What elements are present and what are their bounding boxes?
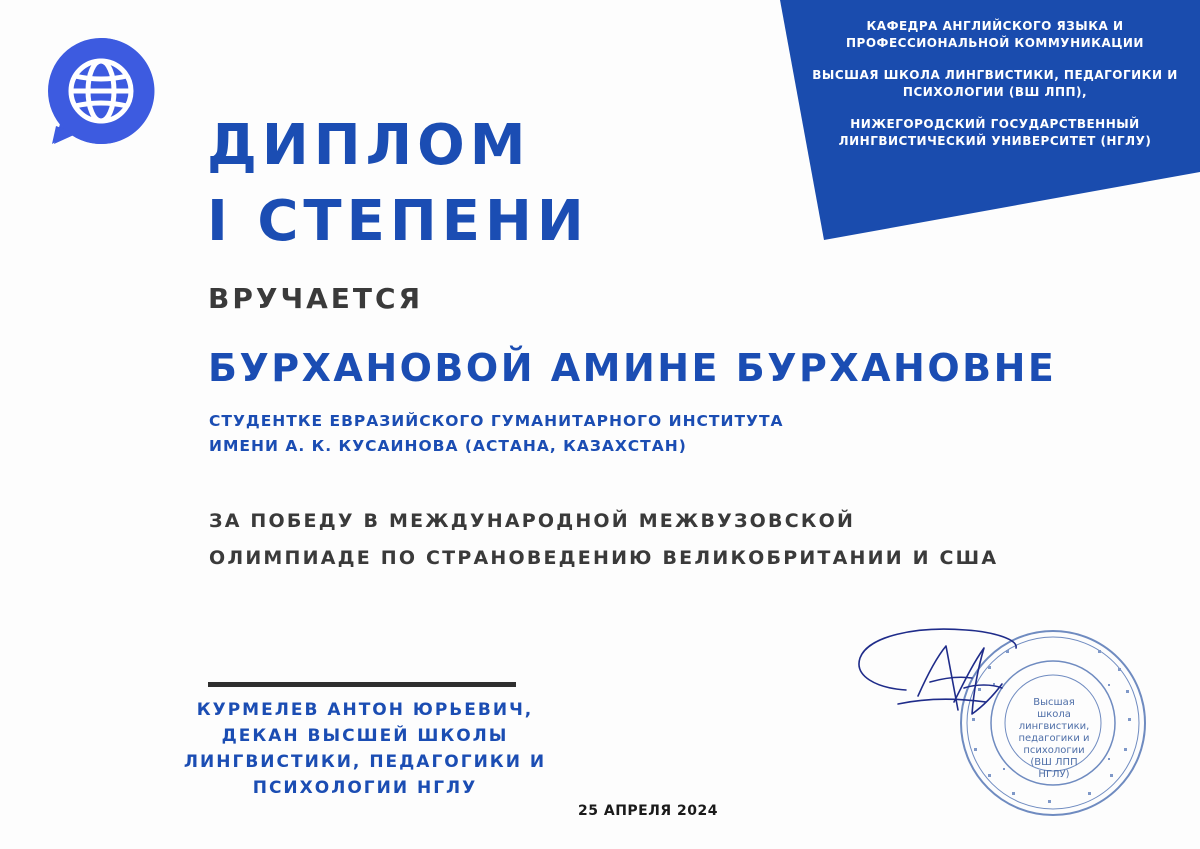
banner-university: НИЖЕГОРОДСКИЙ ГОСУДАРСТВЕННЫЙ ЛИНГВИСТИЧЕСКИЙ УНИВЕРСИТЕТ (НГЛУ) — [838, 117, 1152, 148]
stamp-inner-line2: школа — [1037, 709, 1071, 720]
banner-department: КАФЕДРА АНГЛИЙСКОГО ЯЗЫКА И ПРОФЕССИОНАЛЬНОЙ КОММУНИКАЦИИ — [846, 19, 1144, 50]
diploma-title — [207, 108, 589, 260]
stamp-inner-line6: (ВШ ЛПП — [1030, 757, 1078, 768]
issue-date: 25 АПРЕЛЯ 2024 — [578, 803, 718, 819]
globe-speech-bubble-icon — [46, 36, 156, 146]
stamp-inner-line3: лингвистики, — [1018, 721, 1090, 732]
banner-school: ВЫСШАЯ ШКОЛА ЛИНГВИСТИКИ, ПЕДАГОГИКИ И ПСИХОЛОГИИ (ВШ ЛПП), — [812, 68, 1178, 99]
signature-line — [208, 682, 516, 687]
signer-line2: ДЕКАН ВЫСШЕЙ ШКОЛЫ — [221, 726, 509, 746]
diploma-title-line2: I СТЕПЕНИ — [207, 189, 589, 254]
stamp-inner-line1: Высшая — [1033, 697, 1075, 708]
awarded-label: ВРУЧАЕТСЯ — [208, 282, 424, 315]
award-reason-line2: ОЛИМПИАДЕ ПО СТРАНОВЕДЕНИЮ ВЕЛИКОБРИТАНИИ И США — [209, 547, 999, 569]
student-info-line1: СТУДЕНТКЕ ЕВРАЗИЙСКОГО ГУМАНИТАРНОГО ИНСТИТУТА — [209, 412, 784, 430]
stamp-inner-line5: психологии — [1023, 745, 1085, 756]
diploma-title-line1: ДИПЛОМ — [207, 113, 531, 178]
award-reason-line1: ЗА ПОБЕДУ В МЕЖДУНАРОДНОЙ МЕЖВУЗОВСКОЙ — [209, 510, 856, 532]
award-reason — [209, 503, 998, 577]
signer-line4: ПСИХОЛОГИИ НГЛУ — [252, 778, 478, 798]
student-info-line2: ИМЕНИ А. К. КУСАИНОВА (АСТАНА, КАЗАХСТАН) — [209, 437, 687, 455]
recipient-name: БУРХАНОВОЙ АМИНЕ БУРХАНОВНЕ — [208, 346, 1057, 390]
banner-text — [810, 18, 1180, 165]
signer-line1: КУРМЕЛЕВ АНТОН ЮРЬЕВИЧ, — [196, 700, 534, 720]
signer-block — [160, 697, 570, 801]
signer-line3: ЛИНГВИСТИКИ, ПЕДАГОГИКИ И — [183, 752, 547, 772]
stamp-inner-line7: НГЛУ) — [1038, 769, 1070, 780]
student-info — [209, 409, 784, 459]
stamp-inner-line4: педагогики и — [1018, 733, 1090, 744]
handwritten-signature — [846, 618, 1036, 728]
